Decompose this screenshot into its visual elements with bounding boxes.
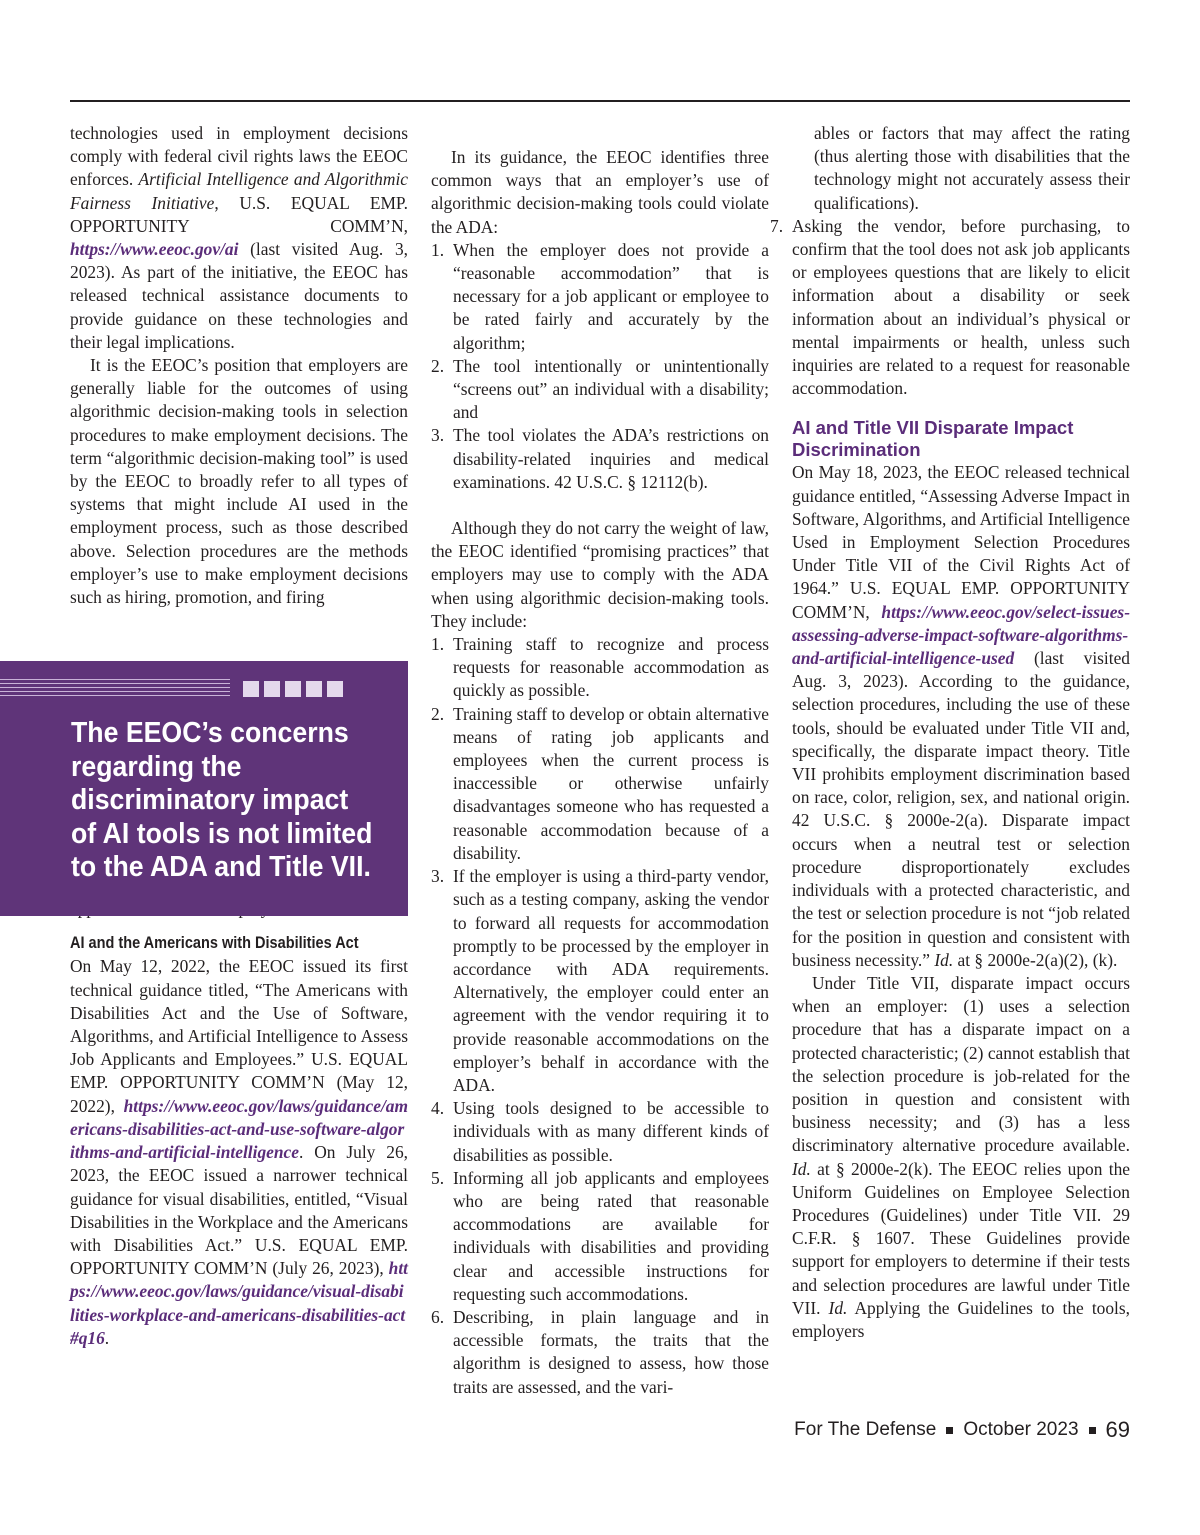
list-item: 3. The tool violates the ADA’s restrictions on disability-related inquiries and medical examinations. 42 U.S.C. § 12112(b).	[431, 425, 769, 492]
list-item: 7. Asking the vendor, before purchasing, to confirm that the tool does not ask job applicants or employees questions that are likely to elicit information about a disability or seek information about an individual’s physical or mental impairments or health, unless such inquiries are related to a request for reasonable accommodation.	[770, 215, 1130, 399]
link-ada-guidance[interactable]: https://www.eeoc.gov/laws/guidance/americans-disabilities-act-and-use-software-algorithms-and-artificial-intelligence	[70, 1095, 408, 1163]
paragraph: technologies used in employment decisions comply with federal civil rights laws the EEOC enforces. Artificial Intelligence and Algorithmic Fairness Initiative, U.S. EQUAL EMP. OPPORTUNITY COMM’N, https://www.eeoc.gov/ai (last visited Aug. 3, 2023). As part of the initiative, the EEOC has released technical assistance documents to provide guidance on these technologies and their legal implications.	[70, 123, 408, 352]
ada-violations-list	[431, 239, 769, 494]
list-item: 2. The tool intentionally or unintentionally “screens out” an individual with a disability; and	[431, 355, 769, 423]
decorative-stripes	[0, 679, 230, 699]
pullquote-text: The EEOC’s concerns regarding the discriminatory impact of AI tools is not limited to the ADA and Title VII.	[71, 717, 373, 883]
paragraph: Under Title VII, disparate impact occurs when an employer: (1) uses a selection procedure that has a disparate impact on a protected characteristic; (2) cannot establish that the selection procedure is job-related for the position in question and consistent with business necessity; and (3) has a less discriminatory alternative procedure available. Id. at § 2000e-2(k). The EEOC relies upon the Uniform Guidelines on Employee Selection Procedures (Guidelines) under Title VII. 29 C.F.R. § 1607. These Guidelines provide support for employers to determine if their tests and selection procedures are lawful under Title VII. Id. Applying the Guidelines to the tools, employers	[792, 972, 1130, 1341]
section-heading-ada: AI and the Americans with Disabilities Act	[70, 934, 359, 953]
paragraph: On May 12, 2022, the EEOC issued its first technical guidance titled, “The Americans with Disabilities Act and the Use of Software, Algorithms, and Artificial Intelligence to Assess Job Applicants and Employees.” U.S. EQUAL EMP. OPPORTUNITY COMM’N (May 12, 2022), https://www.eeoc.gov/laws/guidance/americans-disabilities-act-and-use-software-algorithms-and-artificial-intelligence. On July 26, 2023, the EEOC issued a narrower technical guidance for visual disabilities, entitled, “Visual Disabilities in the Workplace and the Americans with Disabilities Act.” U.S. EQUAL EMP. OPPORTUNITY COMM’N (July 26, 2023), https://www.eeoc.gov/laws/guidance/visual-disabilities-workplace-and-americans-disabilities-act#q16.	[70, 956, 408, 1348]
paragraph: Although they do not carry the weight of law, the EEOC identified “promising practices” that employers may use to comply with the ADA when using algorithmic decision-making tools. They include:	[431, 518, 769, 631]
pullquote-box	[0, 661, 408, 916]
paragraph: In its guidance, the EEOC identifies three common ways that an employer’s use of algorithmic decision-making tools could violate the ADA:	[431, 147, 769, 237]
column-2	[431, 146, 769, 1399]
list-item: 3. If the employer is using a third-party vendor, such as a testing company, asking the vendor to forward all requests for accommodation promptly to be processed by the employer in accordance with ADA requirements. Alternatively, the employer could enter an agreement with the vendor requiring it to provide reasonable accommodations on the employer’s behalf in accordance with the ADA.	[431, 866, 769, 1095]
promising-practices-list	[431, 633, 769, 1399]
page-footer	[794, 1417, 1130, 1443]
list-item: ables or factors that may affect the rating (thus alerting those with disabilities that the technology might not accurately assess their qualifications).	[814, 123, 1130, 213]
list-item: 1. When the employer does not provide a “reasonable accommodation” that is necessary for a job applicant or employee to be rated fairly and accurately by the algorithm;	[431, 239, 769, 353]
issue-date: October 2023	[963, 1419, 1079, 1440]
list-item: 2. Training staff to develop or obtain alternative means of rating job applicants and employees when the current process is inaccessible or otherwise unfairly disadvantages someone who has requested a reasonable accommodation because of a disability.	[431, 703, 769, 863]
promising-practices-list-continued	[770, 122, 1130, 400]
separator-dot	[946, 1427, 953, 1434]
list-item: 4. Using tools designed to be accessible to individuals with as many different kinds of disabilities as possible.	[431, 1098, 769, 1165]
list-item: 1. Training staff to recognize and process requests for reasonable accommodation as quickly as possible.	[431, 634, 769, 701]
link-eeoc-ai[interactable]: https://www.eeoc.gov/ai	[70, 239, 239, 260]
list-item: 6. Describing, in plain language and in accessible formats, the traits that the algorithm is designed to assess, how those traits are assessed, and the vari-	[431, 1306, 769, 1397]
page-number: 69	[1105, 1417, 1130, 1442]
top-rule	[70, 100, 1130, 102]
separator-dot	[1089, 1427, 1096, 1434]
list-item: 5. Informing all job applicants and employees who are being rated that reasonable accommodations are available for individuals with disabilities and providing clear and accessible instructions for requesting such accommodations.	[431, 1167, 769, 1304]
link-adverse-impact[interactable]: https://www.eeoc.gov/select-issues-assessing-adverse-impact-software-algorithms-and-artificial-intelligence-used	[792, 601, 1130, 669]
paragraph: It is the EEOC’s position that employers are generally liable for the outcomes of using algorithmic decision-making tools in selection procedures to make employment decisions. The term “algorithmic decision-making tool” is used by the EEOC to broadly refer to all types of systems that might include AI used in the employment process, such as those described above. Selection procedures are the methods employer’s use to make employment decisions such as hiring, promotion, and firing	[70, 355, 408, 608]
section-heading-title-vii: AI and Title VII Disparate Impact Discrimination	[792, 417, 1074, 461]
publication-name: For The Defense	[794, 1419, 937, 1440]
link-visual-disabilities[interactable]: https://www.eeoc.gov/laws/guidance/visual-disabilities-workplace-and-americans-disabilities-act#q16	[70, 1258, 408, 1348]
decorative-squares	[243, 681, 343, 697]
citation-title: Artificial Intelligence and Algorithmic Fairness Initiative	[70, 169, 408, 213]
paragraph: On May 18, 2023, the EEOC released technical guidance entitled, “Assessing Adverse Impact in Software, Algorithms, and Artificial Intelligence Used in Employment Selection Procedures Under Title VII of the Civil Rights Act of 1964.” U.S. EQUAL EMP. OPPORTUNITY COMM’N, https://www.eeoc.gov/select-issues-assessing-adverse-impact-software-algorithms-and-artificial-intelligence-used (last visited Aug. 3, 2023). According to the guidance, selection procedures, including the use of these tools, should be evaluated under Title VII and, specifically, the disparate impact theory. Title VII prohibits employment discrimination based on race, color, religion, sex, and national origin. 42 U.S.C. § 2000e-2(a). Disparate impact occurs when a neutral test or selection procedure disproportionately excludes individuals with a protected characteristic, and the test or selection procedure is not “job related for the position in question and consistent with business necessity.” Id. at § 2000e-2(a)(2), (k).	[792, 462, 1130, 970]
column-3	[770, 122, 1130, 1343]
